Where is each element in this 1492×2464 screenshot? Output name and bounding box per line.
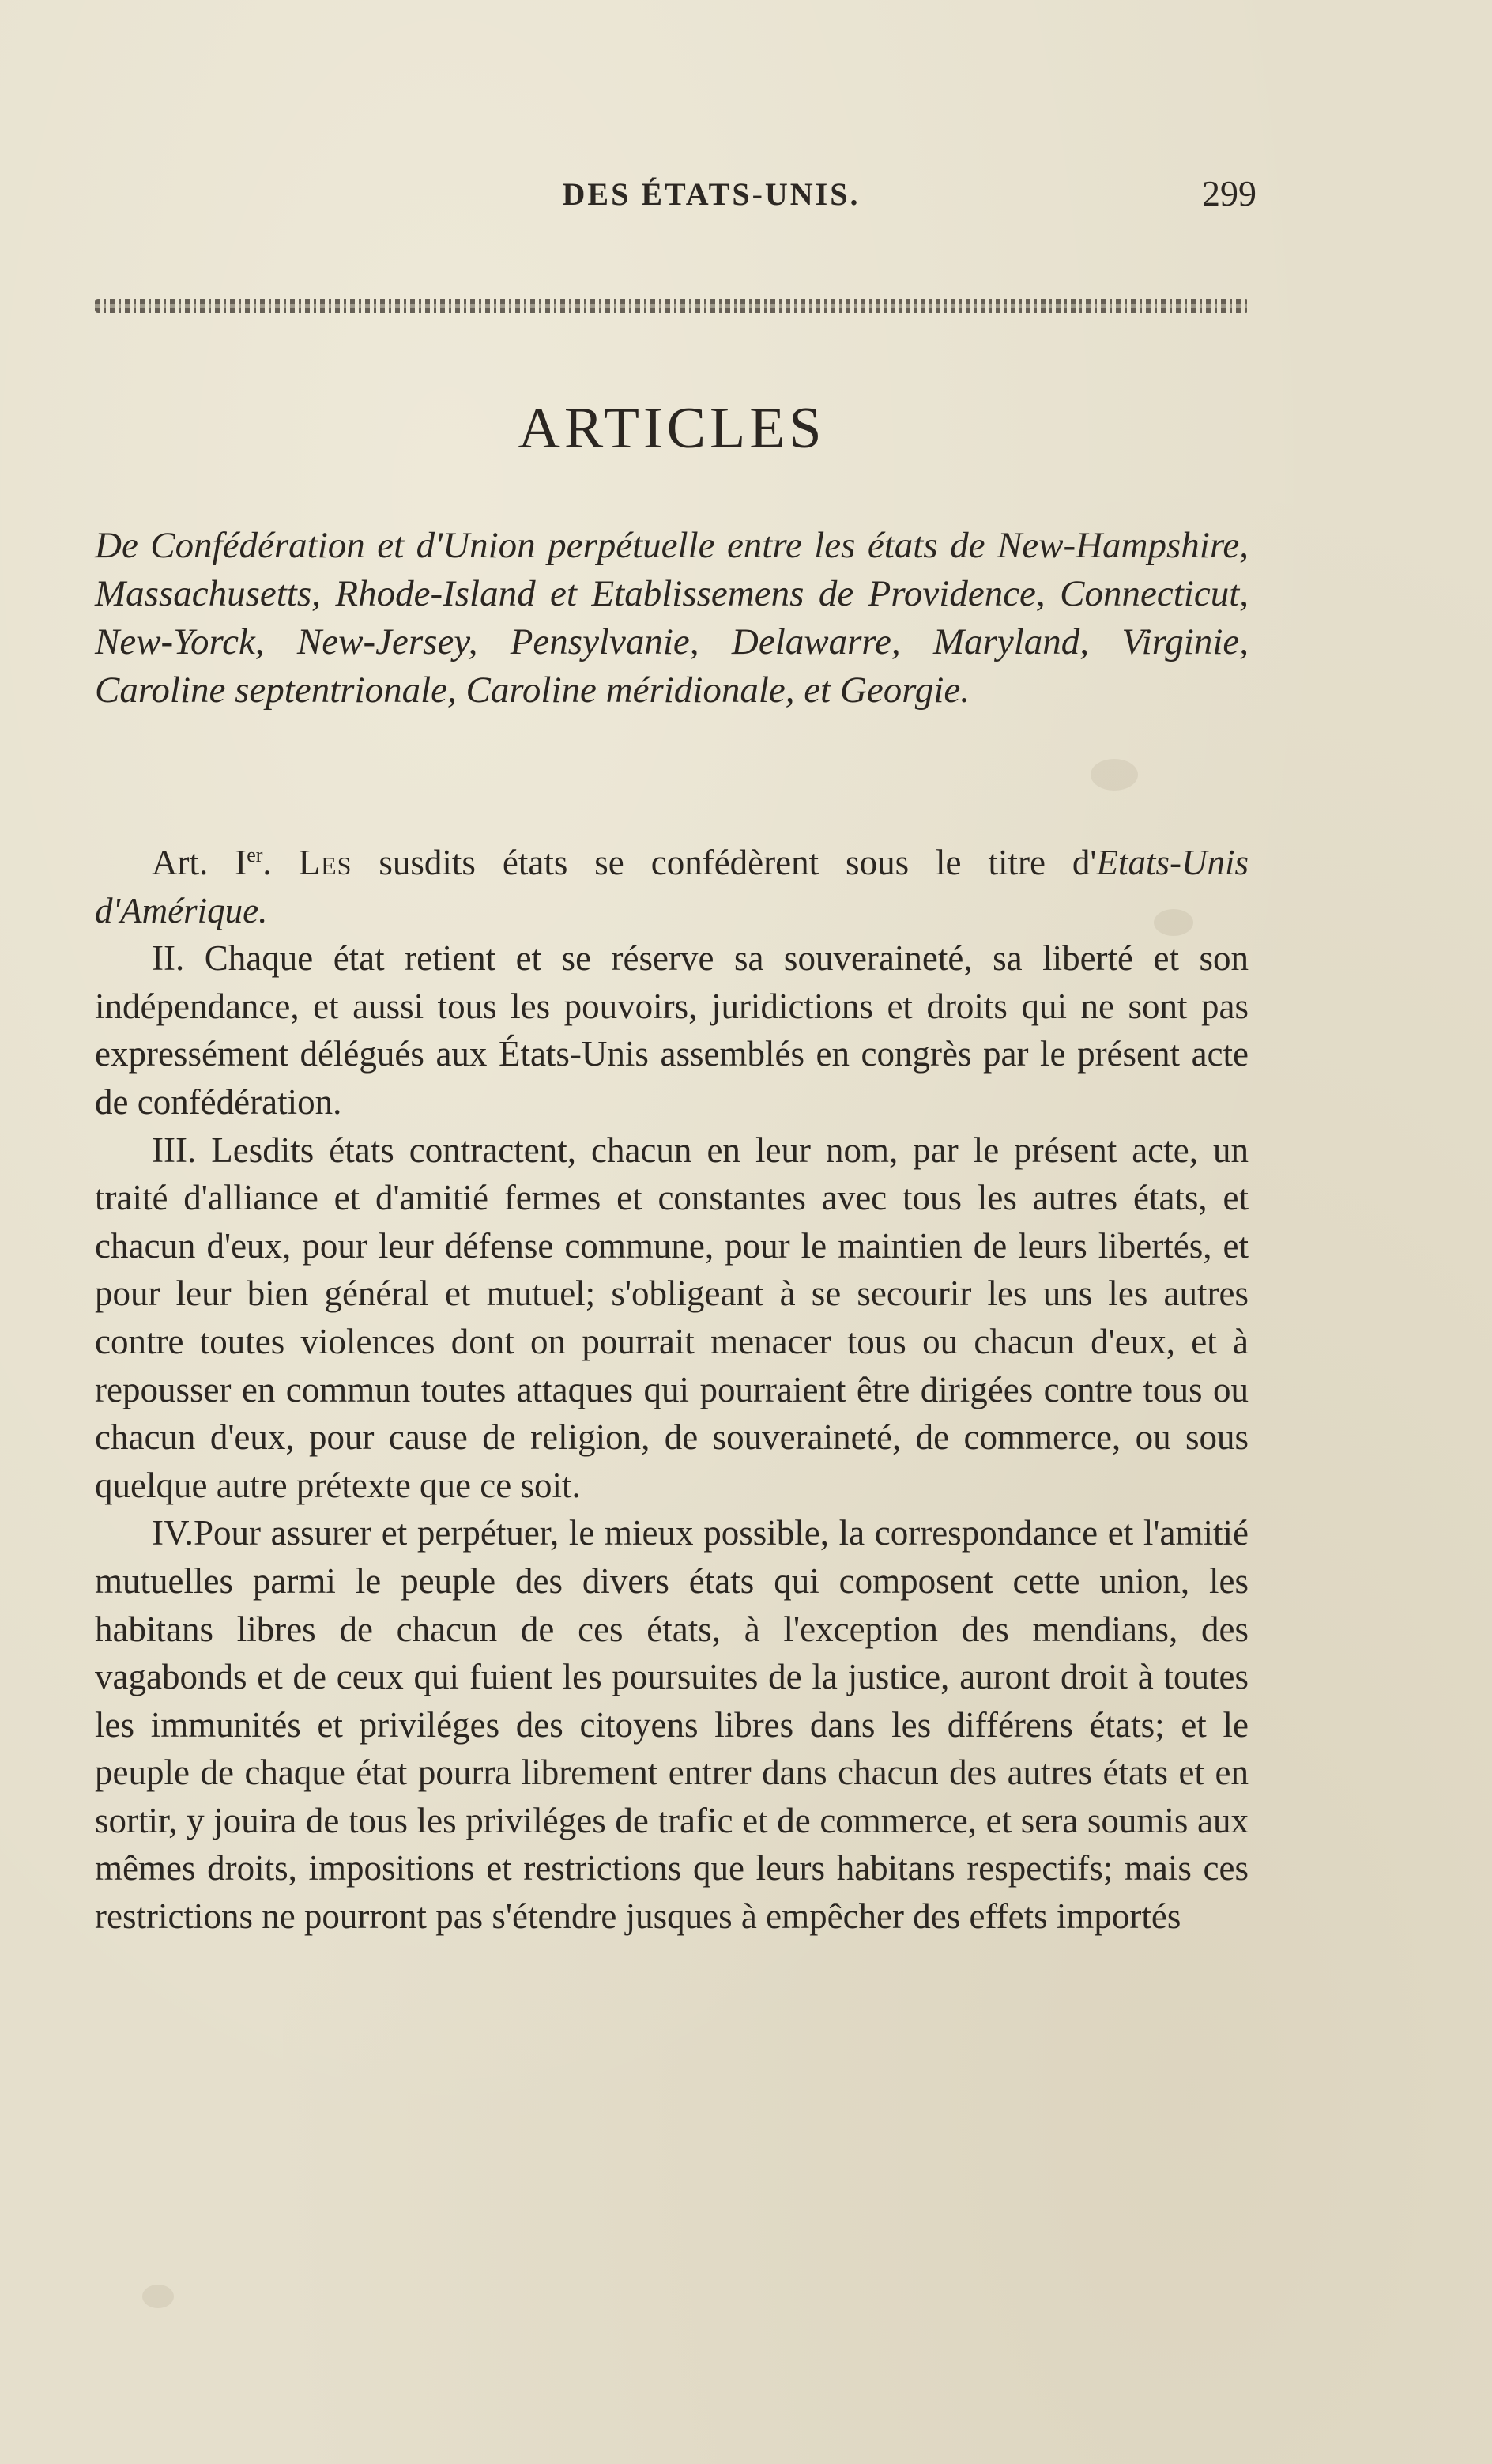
article-1-superscript: er <box>247 843 263 866</box>
article-3-text: Lesdits états contractent, chacun en leur nom, par le présent acte, un traité d'alliance et d'amitié fermes et constantes avec tous les autres états, et chacun d'eux, pour leur défense commune, pour le maintien de leurs libertés, et pour leur bien général et mutuel; s'obligeant à se secourir les uns les autres contre toutes violences dont on pourrait menacer tous ou chacun d'eux, et à repousser en commun toutes attaques qui pourraient être dirigées contre tous ou chacun d'eux, pour cause de religion, de souveraineté, de commerce, ou sous quelque autre prétexte que ce soit. <box>95 1130 1249 1505</box>
article-4 <box>95 1509 1249 1940</box>
article-2-number: II. <box>152 938 185 979</box>
article-4-number: IV. <box>152 1513 194 1553</box>
section-title: ARTICLES <box>518 396 826 461</box>
article-3 <box>95 1126 1249 1510</box>
article-1: Art. Ier. Les susdits états se confédèrent sous le titre d'Etats-Unis d'Amérique. <box>95 843 1249 930</box>
article-1-text: susdits états se confédèrent sous le titre d' <box>352 843 1097 882</box>
articles-body <box>95 832 1249 1941</box>
article-4-text: Pour assurer et perpétuer, le mieux possible, la correspondance et l'amitié mutuelles parmi le peuple des divers états qui composent cette union, les habitans libres de chacun de ces états, à l'exception des mendians, des vagabonds et de ceux qui fuient les poursuites de la justice, auront droit à toutes les immunités et priviléges des citoyens libres dans les différens états; et le peuple de chaque état pourra librement entrer dans chacun des autres états et en sortir, y jouira de tous les priviléges de trafic et de commerce, et sera soumis aux mêmes droits, impositions et restrictions que leurs habitans respectifs; mais ces restrictions ne pourront pas s'étendre jusques à empêcher des effets importés <box>95 1513 1249 1937</box>
page-number: 299 <box>1202 173 1257 213</box>
paper-stain <box>1091 759 1138 791</box>
article-2 <box>95 934 1249 1126</box>
section-subtitle: De Confédération et d'Union perpétuelle entre les états de New-Hampshire, Massachusetts, Rhode-Island et Etablissemens de Providence, Connecticut, New-Yorck, New-Jersey, Pensylvanie, Delawarre, Maryland, Virginie, Caroline septentrionale, Caroline méridionale, et Georgie. <box>95 525 1249 711</box>
article-1-italic: Etats-Unis d'Amérique. <box>95 843 1249 930</box>
article-2-text: Chaque état retient et se réserve sa souveraineté, sa liberté et son indépendance, et aussi tous les pouvoirs, juridictions et droits qui ne sont pas expressément délégués aux États-Unis assemblés en congrès par le présent acte de confédération. <box>95 938 1249 1122</box>
article-1-number: Art. I <box>152 843 247 882</box>
ornamental-rule <box>95 299 1249 313</box>
article-3-number: III. <box>152 1130 197 1170</box>
running-header <box>95 173 1257 223</box>
running-title: DES ÉTATS-UNIS. <box>562 176 861 212</box>
article-1-lead-word: Les <box>298 843 352 882</box>
paper-stain <box>142 2285 174 2308</box>
